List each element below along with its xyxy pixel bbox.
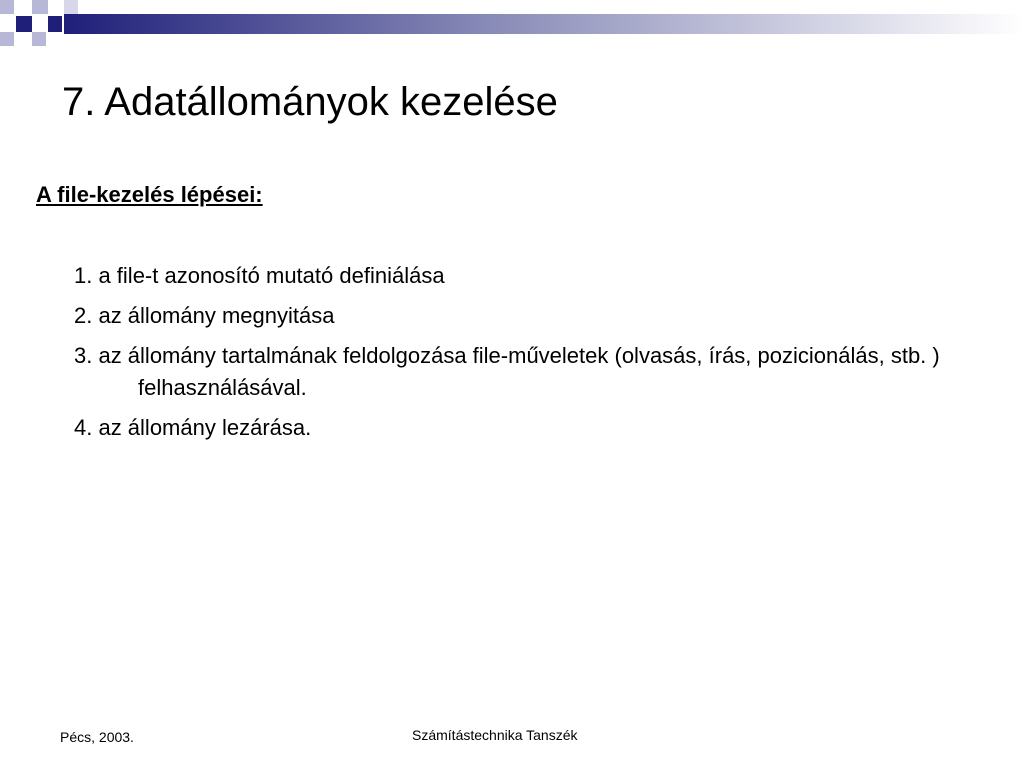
deco-square — [0, 32, 14, 46]
list-item: 1. a file-t azonosító mutató definiálása — [74, 263, 445, 288]
gradient-band — [64, 14, 1024, 34]
steps-list — [74, 260, 974, 452]
section-heading: A file-kezelés lépései: — [36, 182, 263, 207]
list-item: 4. az állomány lezárása. — [74, 415, 312, 440]
deco-square — [32, 32, 46, 46]
deco-square — [48, 16, 62, 32]
list-item: 2. az állomány megnyitása — [74, 303, 335, 328]
deco-square — [16, 16, 32, 32]
header-decoration-graphic — [0, 0, 1024, 48]
deco-square — [16, 34, 30, 48]
footer-department: Számítástechnika Tanszék — [412, 727, 578, 743]
slide-title: 7. Adatállományok kezelése — [62, 80, 558, 124]
list-item: 3. az állomány tartalmának feldolgozása file-műveletek (olvasás, írás, pozicionálás, stb. ) felhasználásával. — [74, 343, 940, 400]
deco-square — [0, 0, 14, 14]
deco-square — [64, 0, 78, 14]
header-decoration — [0, 0, 1024, 48]
deco-square — [32, 0, 48, 14]
footer-date: Pécs, 2003. — [60, 729, 134, 745]
